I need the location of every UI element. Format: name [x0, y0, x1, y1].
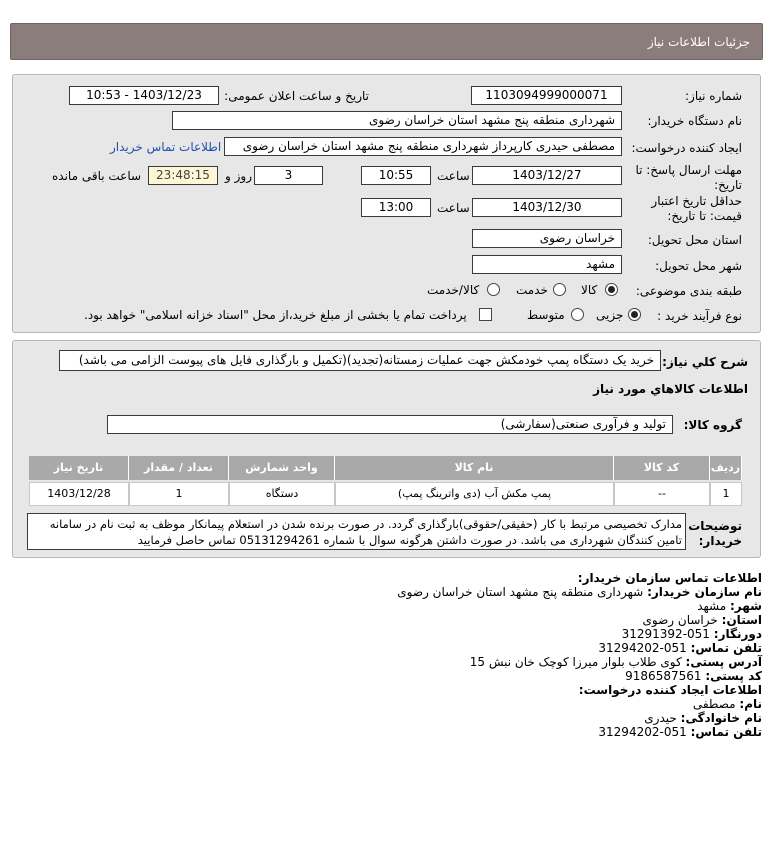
announce-field: 1403/12/23 - 10:53 — [69, 86, 219, 105]
contact-phone-label: تلفن تماس: — [690, 641, 762, 655]
creator-first-name-row — [693, 697, 762, 711]
deadline-date-field: 1403/12/27 — [472, 166, 622, 185]
contact-fax-row — [622, 627, 762, 641]
creator-phone-label: تلفن تماس: — [690, 725, 762, 739]
notes-line-1: مدارک تخصیصی مرتبط با کار (حقیقی/حقوقی)بارگذاری گردد. در صورت برنده شدن در استعلام پیمانکار موظف به ثبت نام در سامانه — [49, 517, 682, 531]
col-header-unit: واحد شمارش — [229, 456, 335, 480]
col-header-date: تاریخ نیاز — [29, 456, 129, 480]
contact-phone-row — [598, 641, 762, 655]
notes-line-2: تامین کنندگان شهرداری می باشد. در صورت داشتن هرگونه سوال با شماره 05131294261 تماس حاصل فرمایید — [137, 533, 682, 547]
city-field: مشهد — [472, 255, 622, 274]
deadline-label-line1: مهلت ارسال پاسخ: تا — [635, 163, 742, 177]
creator-label: ایجاد کننده درخواست: — [631, 141, 742, 155]
page-title: جزئیات اطلاعات نیاز — [647, 35, 750, 49]
cell-name: پمپ مکش آب (دی واترینگ پمپ) — [335, 482, 614, 506]
process-option-minor: جزیی — [596, 308, 624, 322]
creator-phone-value: 051-31294202 — [598, 725, 687, 739]
buyer-org-field: شهرداری منطقه پنج مشهد استان خراسان رضوی — [172, 111, 622, 130]
goods-table — [29, 456, 742, 506]
validity-date-field: 1403/12/30 — [472, 198, 622, 217]
process-radio-minor[interactable] — [628, 308, 641, 321]
contact-address-label: آدرس پستی: — [685, 655, 762, 669]
contact-postal-label: کد پستی: — [705, 669, 762, 683]
goods-group-label: گروه کالا: — [683, 418, 742, 432]
validity-label-line2: قیمت: تا تاریخ: — [667, 209, 742, 223]
province-field: خراسان رضوی — [472, 229, 622, 248]
col-header-row: ردیف — [710, 456, 742, 480]
process-radio-medium[interactable] — [571, 308, 584, 321]
category-option-goods: کالا — [581, 283, 598, 297]
creator-field: مصطفی حیدری کارپرداز شهرداری منطقه پنج مشهد استان خراسان رضوی — [224, 137, 622, 156]
summary-field: خرید یک دستگاه پمپ خودمکش جهت عملیات زمستانه(تجدید)(تکمیل و بارگذاری فایل های پیوست الزامی می باشد) — [59, 350, 661, 371]
category-radio-goods-service[interactable] — [487, 283, 500, 296]
category-option-service: خدمت — [516, 283, 548, 297]
creator-last-name-row — [644, 711, 762, 725]
creator-last-name-label: نام خانوادگی: — [680, 711, 762, 725]
contact-org-row — [397, 585, 762, 599]
category-label: طبقه بندی موضوعی: — [635, 284, 742, 298]
process-label: نوع فرآیند خرید : — [657, 309, 742, 323]
need-number-label: شماره نیاز: — [685, 89, 742, 103]
creator-first-name-label: نام: — [739, 697, 762, 711]
category-radio-service[interactable] — [553, 283, 566, 296]
deadline-time-label: ساعت — [437, 169, 470, 183]
cell-code: -- — [614, 482, 710, 506]
contact-city-label: شهر: — [730, 599, 762, 613]
summary-label: شرح کلي نياز: — [662, 355, 748, 369]
validity-time-field: 13:00 — [361, 198, 431, 217]
buyer-contact-link[interactable]: اطلاعات تماس خریدار — [110, 140, 222, 154]
contact-fax-label: دورنگار: — [713, 627, 762, 641]
category-radio-goods[interactable] — [605, 283, 618, 296]
notes-label-line1: توضیحات — [688, 519, 742, 533]
cell-row-index: 1 — [710, 482, 742, 506]
days-field: 3 — [254, 166, 323, 185]
contact-address-row — [470, 655, 762, 669]
col-header-quantity: تعداد / مقدار — [129, 456, 229, 480]
contact-city-value: مشهد — [697, 599, 727, 613]
remaining-label: ساعت باقی مانده — [52, 169, 142, 183]
cell-date: 1403/12/28 — [29, 482, 129, 506]
province-label: استان محل تحویل: — [647, 233, 742, 247]
contact-org-value: شهرداری منطقه پنج مشهد استان خراسان رضوی — [397, 585, 644, 599]
col-header-name: نام کالا — [335, 456, 614, 480]
notes-box — [27, 513, 686, 550]
deadline-label-line2: تاریخ: — [714, 178, 742, 192]
contact-city-row — [697, 599, 762, 613]
buyer-org-label: نام دستگاه خریدار: — [647, 114, 742, 128]
cell-quantity: 1 — [129, 482, 229, 506]
announce-label: تاریخ و ساعت اعلان عمومی: — [224, 89, 369, 103]
notes-label-line2: خریدار: — [698, 534, 742, 548]
days-label: روز و — [225, 169, 252, 183]
contact-postal-row — [625, 669, 762, 683]
cell-unit: دستگاه — [229, 482, 335, 506]
contact-province-value: خراسان رضوی — [642, 613, 718, 627]
contact-fax-value: 051-31291392 — [621, 627, 710, 641]
validity-label-line1: حداقل تاریخ اعتبار — [651, 194, 742, 208]
page-header — [10, 23, 763, 60]
city-label: شهر محل تحویل: — [655, 259, 742, 273]
contact-phone-value: 051-31294202 — [598, 641, 687, 655]
treasury-text: پرداخت تمام یا بخشی از مبلغ خرید،از محل "اسناد خزانه اسلامی" خواهد بود. — [84, 308, 467, 322]
contact-province-label: استان: — [721, 613, 762, 627]
treasury-checkbox[interactable] — [479, 308, 492, 321]
creator-first-name-value: مصطفی — [692, 697, 736, 711]
process-option-medium: متوسط — [527, 308, 565, 322]
contact-org-label: نام سازمان خریدار: — [647, 585, 762, 599]
col-header-code: کد کالا — [614, 456, 710, 480]
contact-province-row — [643, 613, 762, 627]
goods-group-field: تولید و فرآوری صنعتی(سفارشی) — [107, 415, 673, 434]
creator-last-name-value: حیدری — [644, 711, 677, 725]
creator-section-title: اطلاعات ایجاد کننده درخواست: — [578, 683, 762, 697]
remaining-time-field: 23:48:15 — [148, 166, 218, 185]
creator-phone-row — [598, 725, 762, 739]
contact-postal-value: 9186587561 — [625, 669, 702, 683]
need-number-field: 1103094999000071 — [471, 86, 622, 105]
goods-info-title: اطلاعات کالاهاي مورد نياز — [593, 382, 748, 396]
deadline-time-field: 10:55 — [361, 166, 431, 185]
category-option-goods-service: کالا/خدمت — [427, 283, 480, 297]
validity-time-label: ساعت — [437, 201, 470, 215]
contact-address-value: کوی طلاب بلوار میرزا کوچک خان نبش 15 — [469, 655, 682, 669]
contact-section-title: اطلاعات تماس سازمان خریدار: — [577, 571, 762, 585]
